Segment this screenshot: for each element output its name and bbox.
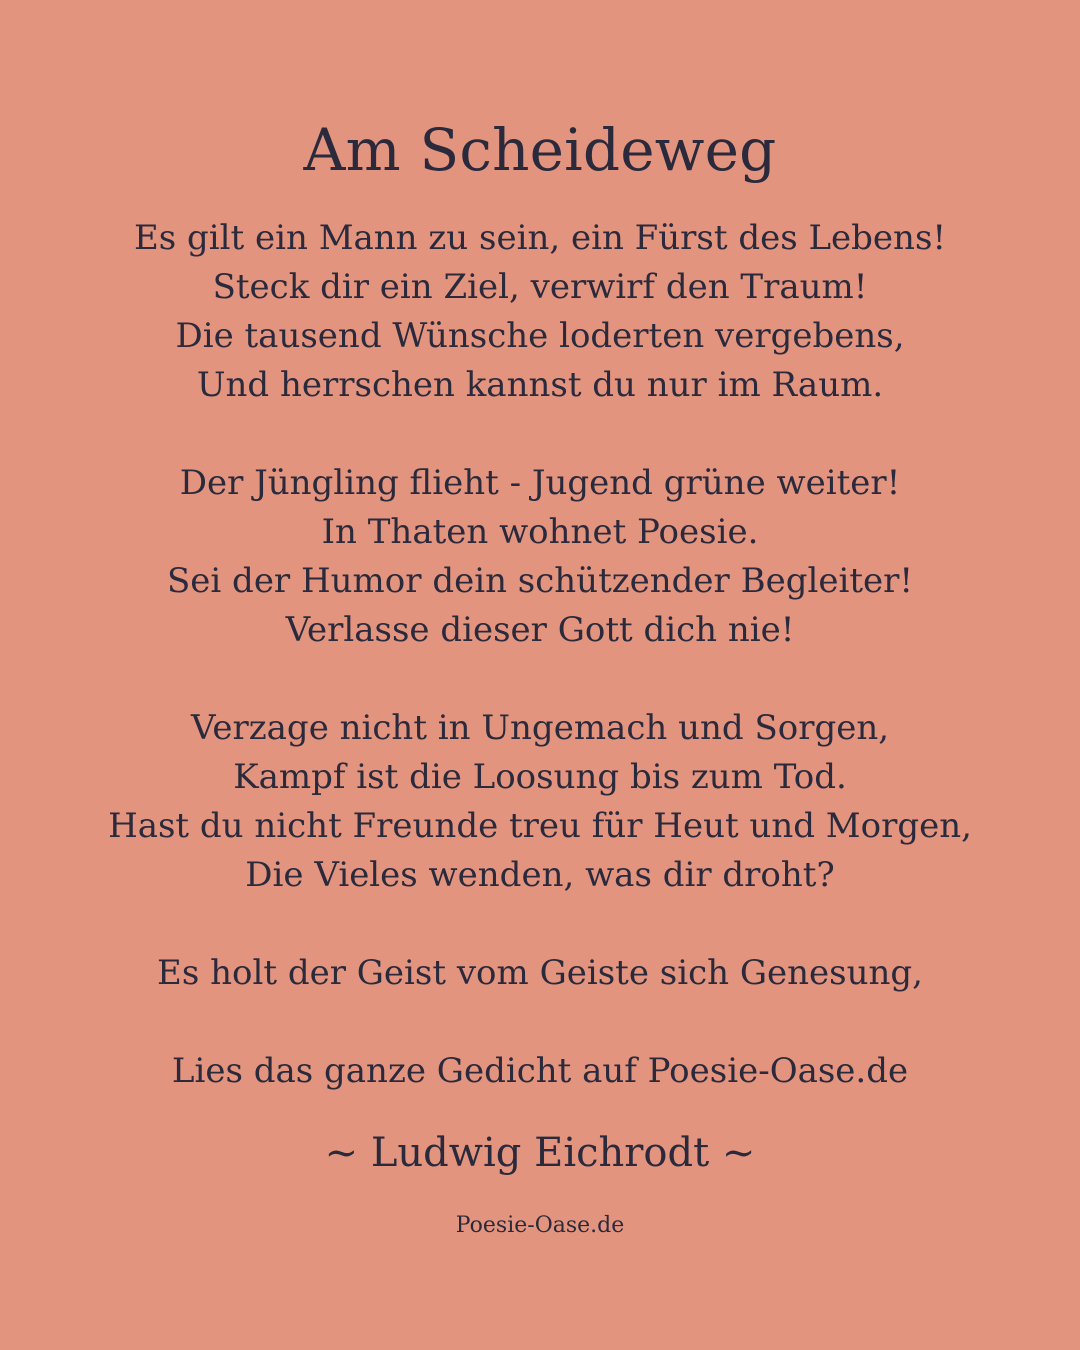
- poem-line: Der Jüngling flieht - Jugend grüne weiter!: [179, 463, 901, 503]
- poem-line: In Thaten wohnet Poesie.: [321, 512, 759, 552]
- stanza: [0, 214, 1080, 410]
- poem-line: Es gilt ein Mann zu sein, ein Fürst des Lebens!: [133, 218, 947, 258]
- poem-line: Verzage nicht in Ungemach und Sorgen,: [190, 708, 890, 748]
- author-name: ~ Ludwig Eichrodt ~: [324, 1130, 756, 1176]
- site-footer: Poesie-Oase.de: [455, 1213, 625, 1238]
- poem-line: Kampf ist die Loosung bis zum Tod.: [233, 757, 847, 797]
- poem-body: [0, 214, 1080, 1047]
- poem-line: Sei der Humor dein schützender Begleiter!: [166, 561, 914, 601]
- read-more-text: Lies das ganze Gedicht auf Poesie-Oase.de: [171, 1051, 909, 1091]
- poem-line: Die Vieles wenden, was dir droht?: [245, 855, 835, 895]
- poem-title: Am Scheideweg: [303, 116, 777, 184]
- poem-line: Die tausend Wünsche loderten vergebens,: [175, 316, 905, 356]
- poem-line: Verlasse dieser Gott dich nie!: [285, 610, 795, 650]
- poem-line: Steck dir ein Ziel, verwirf den Traum!: [212, 267, 868, 307]
- stanza: [0, 704, 1080, 900]
- poem-line: Hast du nicht Freunde treu für Heut und Morgen,: [108, 806, 972, 846]
- poem-line: Und herrschen kannst du nur im Raum.: [196, 365, 884, 405]
- stanza: [0, 949, 1080, 998]
- stanza: [0, 459, 1080, 655]
- poem-line: Es holt der Geist vom Geiste sich Genesung,: [157, 953, 923, 993]
